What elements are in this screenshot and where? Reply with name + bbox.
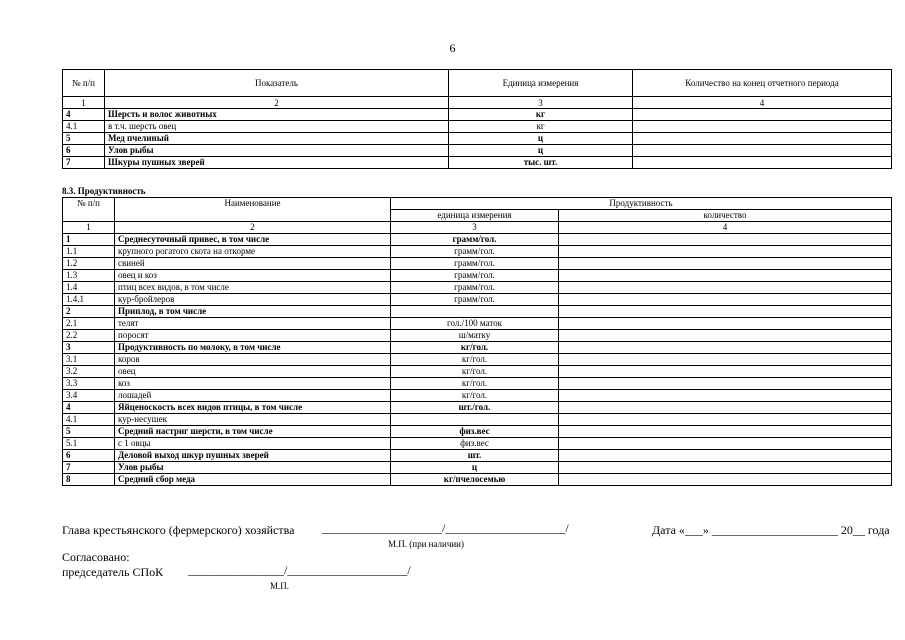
agreed-label: Согласовано: (62, 550, 130, 564)
header-unit: единица измерения (391, 210, 559, 222)
row-name: кур-бройлеров (115, 294, 391, 306)
row-number: 3.2 (63, 366, 115, 378)
table-row (63, 354, 892, 366)
header-no: № п/п (63, 198, 115, 222)
date-field: Дата «___» _____________________ 20__ года (652, 523, 890, 537)
column-index: 1 (63, 97, 105, 109)
row-unit: кг/гол. (391, 354, 559, 366)
row-unit (391, 414, 559, 426)
row-name: свиней (115, 258, 391, 270)
row-number: 6 (63, 450, 115, 462)
column-index-row (63, 97, 892, 109)
row-unit: тыс. шт. (449, 157, 633, 169)
row-unit: кг/гол. (391, 366, 559, 378)
row-quantity[interactable] (559, 306, 892, 318)
row-quantity[interactable] (559, 402, 892, 414)
row-quantity[interactable] (559, 234, 892, 246)
row-unit: физ.вес (391, 438, 559, 450)
row-unit: кг (449, 109, 633, 121)
row-quantity[interactable] (559, 366, 892, 378)
row-number: 5 (63, 426, 115, 438)
row-unit: грамм/гол. (391, 258, 559, 270)
row-unit (391, 306, 559, 318)
row-name: Продуктивность по молоку, в том числе (115, 342, 391, 354)
table-row (63, 342, 892, 354)
header-indicator: Показатель (105, 70, 449, 97)
row-unit: ш/матку (391, 330, 559, 342)
table-row (63, 246, 892, 258)
row-unit: ц (449, 145, 633, 157)
table-row (63, 282, 892, 294)
row-unit: грамм/гол. (391, 234, 559, 246)
row-name: птиц всех видов, в том числе (115, 282, 391, 294)
table-row (63, 258, 892, 270)
row-number: 1 (63, 234, 115, 246)
row-quantity[interactable] (559, 318, 892, 330)
row-name: Средний настриг шерсти, в том числе (115, 426, 391, 438)
table-row (63, 330, 892, 342)
row-unit: ц (449, 133, 633, 145)
column-index: 3 (391, 222, 559, 234)
row-number: 5 (63, 133, 105, 145)
row-number: 4 (63, 402, 115, 414)
table-row (63, 109, 892, 121)
row-number: 4.1 (63, 121, 105, 133)
table-row (63, 378, 892, 390)
row-number: 2.2 (63, 330, 115, 342)
row-name: овец и коз (115, 270, 391, 282)
table-row (63, 270, 892, 282)
row-number: 2.1 (63, 318, 115, 330)
row-name: Приплод, в том числе (115, 306, 391, 318)
chair-signature-line: ________________/____________________/ (188, 563, 411, 577)
row-unit: кг (449, 121, 633, 133)
table-row (63, 426, 892, 438)
row-name: Среднесуточный привес, в том числе (115, 234, 391, 246)
row-name: с 1 овцы (115, 438, 391, 450)
row-number: 1.4 (63, 282, 115, 294)
row-name: кур-несушек (115, 414, 391, 426)
row-name: Мед пчелиный (105, 133, 449, 145)
table-header-row (63, 70, 892, 97)
table-row (63, 145, 892, 157)
row-number: 7 (63, 157, 105, 169)
row-unit: кг/гол. (391, 342, 559, 354)
chair-signature-label: председатель СПоК (62, 565, 164, 579)
row-quantity[interactable] (559, 426, 892, 438)
row-number: 3 (63, 342, 115, 354)
row-quantity[interactable] (633, 121, 892, 133)
table-header-row (63, 198, 892, 210)
head-signature-label: Глава крестьянского (фермерского) хозяйства (62, 523, 295, 537)
row-number: 4.1 (63, 414, 115, 426)
row-name: крупного рогатого скота на откорме (115, 246, 391, 258)
row-unit: кг/гол. (391, 390, 559, 402)
row-quantity[interactable] (633, 157, 892, 169)
table-row (63, 474, 892, 486)
row-number: 1.2 (63, 258, 115, 270)
mp-note: М.П. (при наличии) (388, 539, 464, 549)
row-number: 2 (63, 306, 115, 318)
row-quantity[interactable] (559, 258, 892, 270)
table-row (63, 402, 892, 414)
row-quantity[interactable] (559, 390, 892, 402)
table-row (63, 366, 892, 378)
row-number: 7 (63, 462, 115, 474)
header-unit: Единица измерения (449, 70, 633, 97)
row-name: в т.ч. шерсть овец (105, 121, 449, 133)
row-name: коз (115, 378, 391, 390)
row-number: 1.1 (63, 246, 115, 258)
row-quantity[interactable] (633, 145, 892, 157)
row-quantity[interactable] (559, 330, 892, 342)
row-number: 3.4 (63, 390, 115, 402)
header-no: № п/п (63, 70, 105, 97)
row-number: 4 (63, 109, 105, 121)
row-number: 1.3 (63, 270, 115, 282)
row-number: 6 (63, 145, 105, 157)
row-name: Улов рыбы (105, 145, 449, 157)
row-quantity[interactable] (559, 450, 892, 462)
row-quantity[interactable] (633, 109, 892, 121)
row-name: поросят (115, 330, 391, 342)
table-row (63, 234, 892, 246)
row-unit: физ.вес (391, 426, 559, 438)
row-number: 1.4.1 (63, 294, 115, 306)
row-name: коров (115, 354, 391, 366)
chair-mp-note: М.П. (270, 581, 290, 591)
row-quantity[interactable] (559, 246, 892, 258)
row-quantity[interactable] (559, 294, 892, 306)
row-quantity[interactable] (559, 270, 892, 282)
row-quantity[interactable] (633, 133, 892, 145)
section-title: 8.3. Продуктивность (62, 186, 146, 196)
livestock-products-table (62, 69, 892, 169)
row-number: 8 (63, 474, 115, 486)
row-name: Шерсть и волос животных (105, 109, 449, 121)
row-unit: шт./гол. (391, 402, 559, 414)
row-unit: гол./100 маток (391, 318, 559, 330)
row-number: 3.3 (63, 378, 115, 390)
row-quantity[interactable] (559, 378, 892, 390)
row-quantity[interactable] (559, 354, 892, 366)
productivity-table (62, 197, 892, 486)
column-index: 1 (63, 222, 115, 234)
column-index: 4 (633, 97, 892, 109)
column-index: 2 (115, 222, 391, 234)
table-row (63, 133, 892, 145)
table-row (63, 294, 892, 306)
column-index: 2 (105, 97, 449, 109)
row-name: телят (115, 318, 391, 330)
table-row (63, 390, 892, 402)
table-row (63, 414, 892, 426)
row-quantity[interactable] (559, 414, 892, 426)
row-quantity[interactable] (559, 438, 892, 450)
head-signature-line: ____________________/____________________/ (322, 521, 569, 535)
header-productivity: Продуктивность (391, 198, 892, 210)
row-unit: ц (391, 462, 559, 474)
row-unit: грамм/гол. (391, 294, 559, 306)
table-row (63, 462, 892, 474)
table-row (63, 121, 892, 133)
column-index: 4 (559, 222, 892, 234)
table-row (63, 450, 892, 462)
header-name: Наименование (115, 198, 391, 222)
row-unit: шт. (391, 450, 559, 462)
column-index-row (63, 222, 892, 234)
row-quantity[interactable] (559, 342, 892, 354)
row-unit: грамм/гол. (391, 246, 559, 258)
table-row (63, 318, 892, 330)
row-unit: грамм/гол. (391, 270, 559, 282)
header-quantity: Количество на конец отчетного периода (633, 70, 892, 97)
row-quantity[interactable] (559, 474, 892, 486)
row-name: овец (115, 366, 391, 378)
row-name: Яйценоскость всех видов птицы, в том числе (115, 402, 391, 414)
row-name: Улов рыбы (115, 462, 391, 474)
row-unit: кг/гол. (391, 378, 559, 390)
page-number: 6 (449, 41, 456, 55)
row-quantity[interactable] (559, 282, 892, 294)
header-quantity: количество (559, 210, 892, 222)
table-row (63, 438, 892, 450)
row-unit: грамм/гол. (391, 282, 559, 294)
row-name: Шкуры пушных зверей (105, 157, 449, 169)
row-number: 5.1 (63, 438, 115, 450)
row-quantity[interactable] (559, 462, 892, 474)
row-number: 3.1 (63, 354, 115, 366)
column-index: 3 (449, 97, 633, 109)
table-row (63, 157, 892, 169)
row-name: Средний сбор меда (115, 474, 391, 486)
row-name: Деловой выход шкур пушных зверей (115, 450, 391, 462)
row-name: лошадей (115, 390, 391, 402)
row-unit: кг/пчелосемью (391, 474, 559, 486)
table-row (63, 306, 892, 318)
